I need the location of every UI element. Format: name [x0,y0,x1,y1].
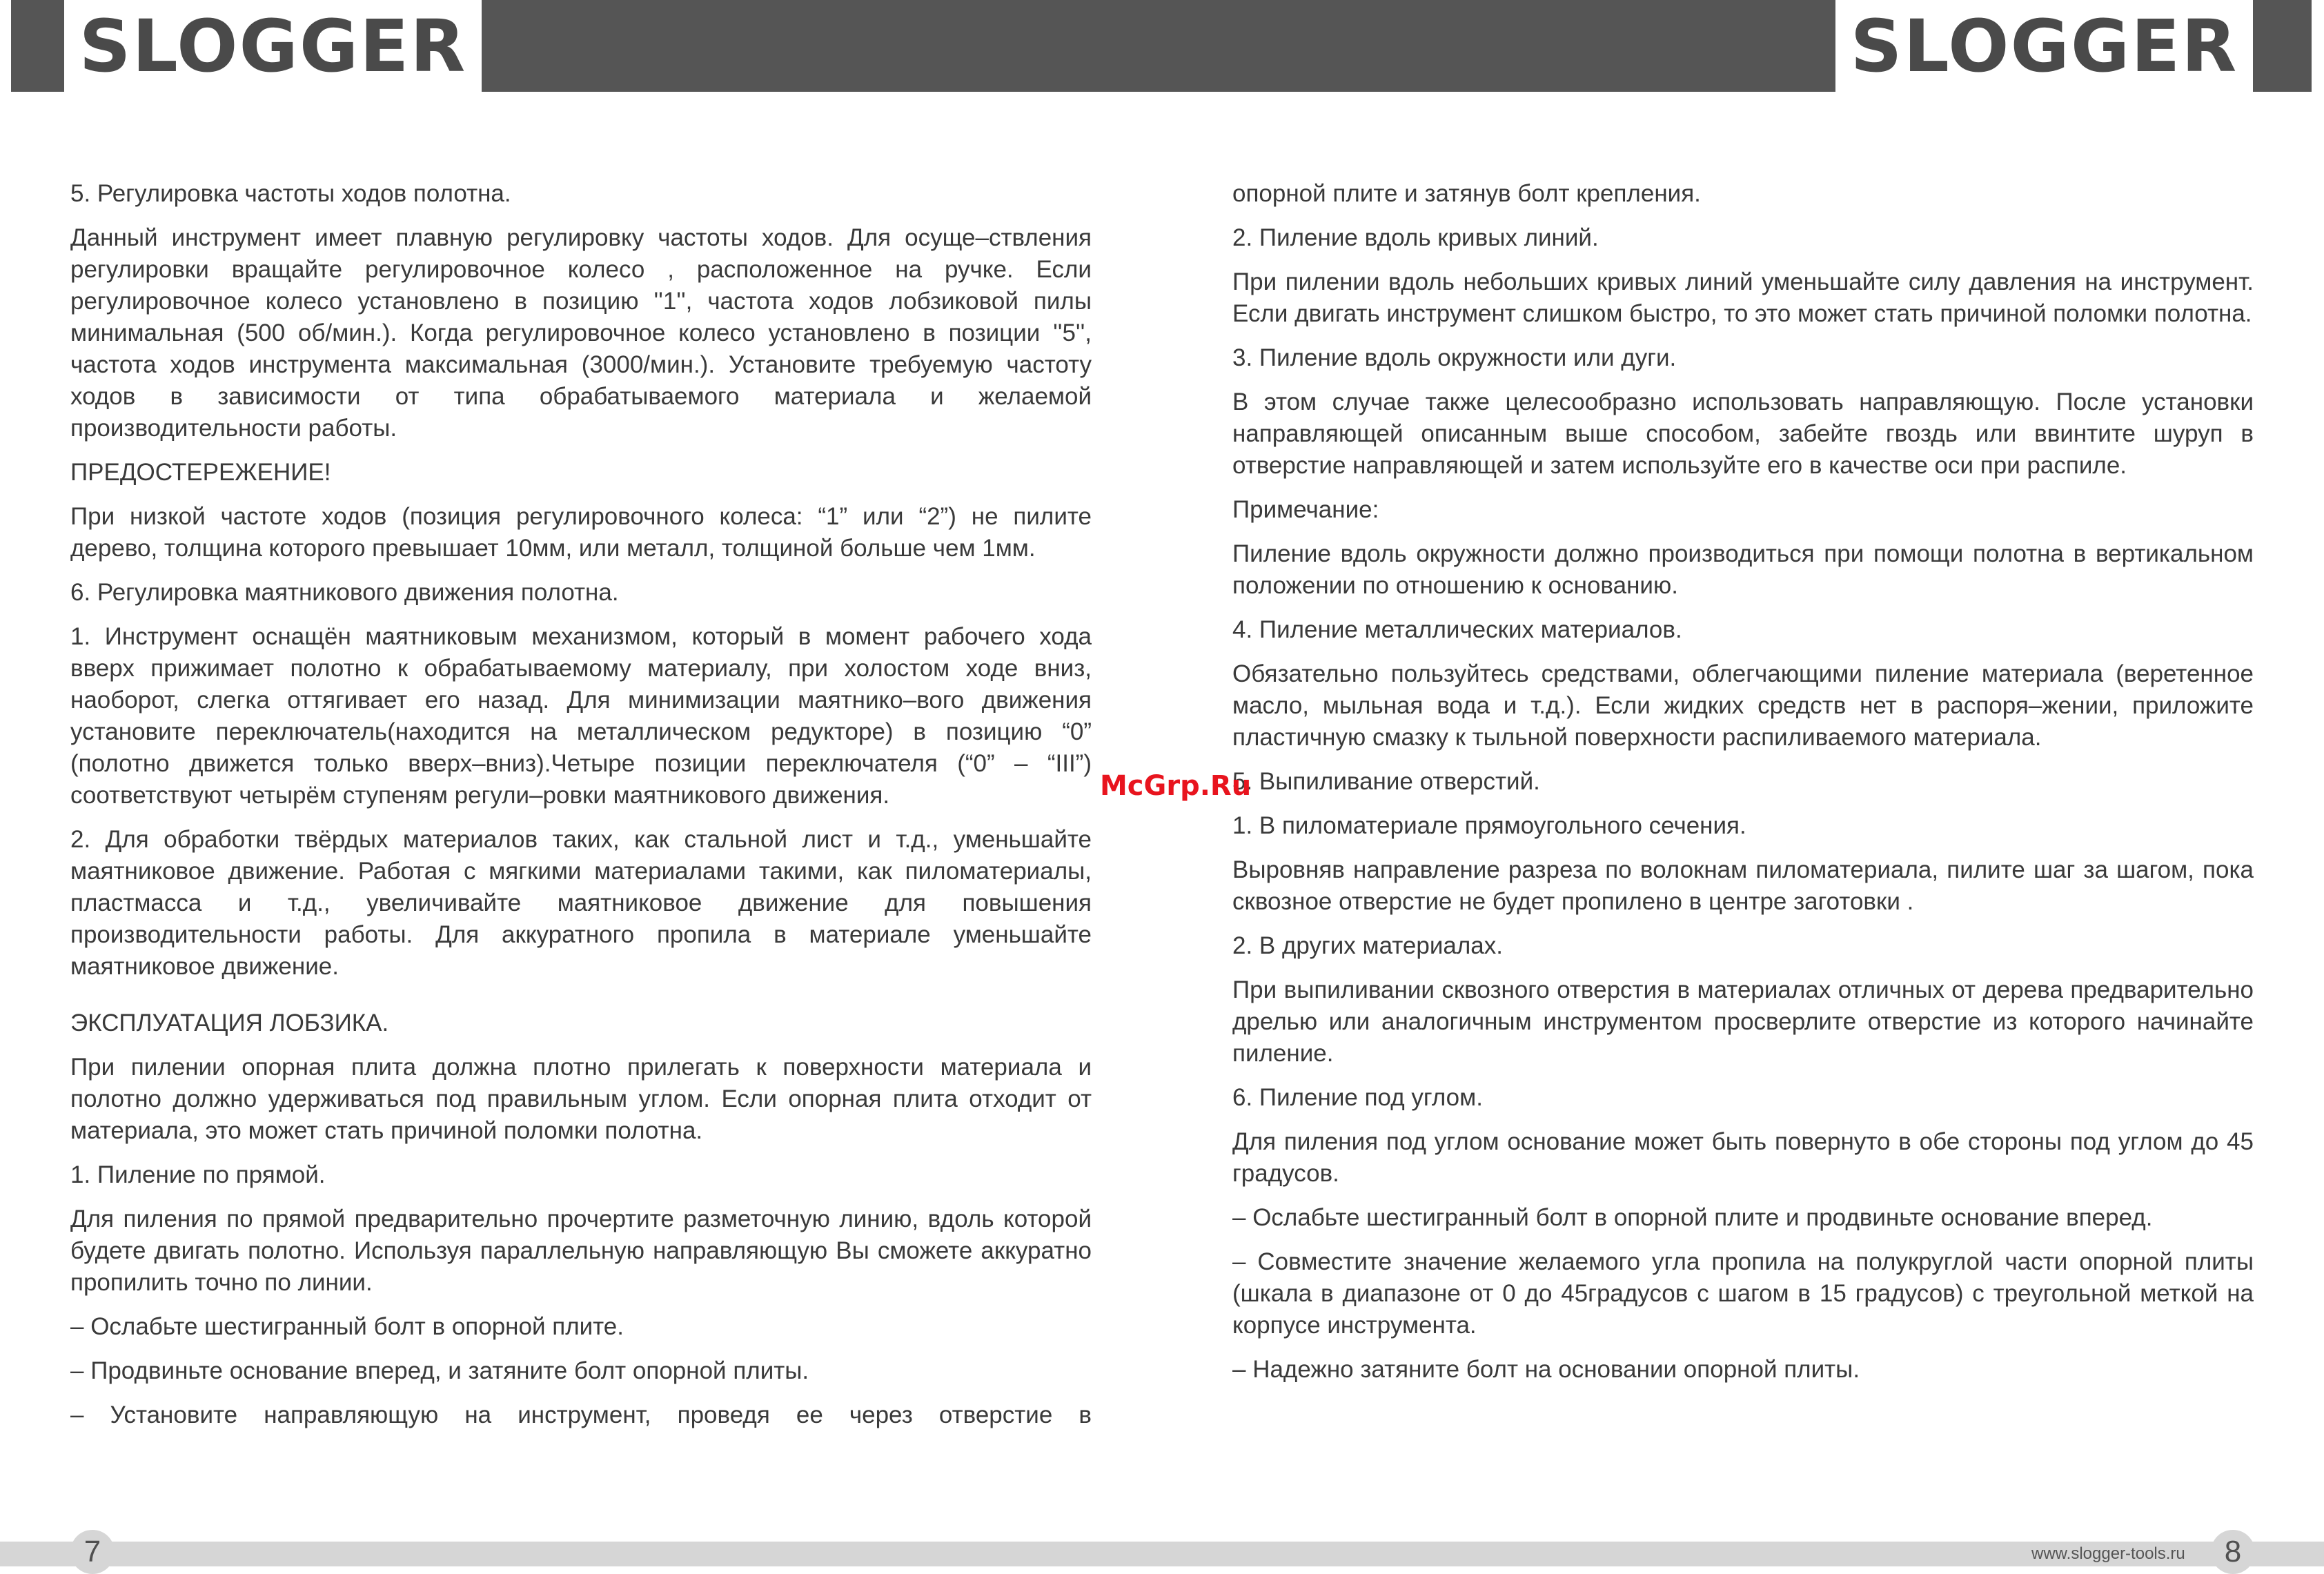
paragraph: Обязательно пользуйтесь средствами, облегчающими пиление материала (веретенное масло, мыльная вода и т.д.). Если жидких средств нет в распоря–жении, приложите пластичную смазку к тыльной поверхности распиливаемого материала. [1232,660,2254,751]
paragraph: Выровняв направление разреза по волокнам пиломатериала, пилите шаг за шагом, пока сквозное отверстие не будет пропилено в центре заготовки . [1232,856,2254,915]
left-column [70,178,1092,1444]
section-heading: 4. Пиление металлических материалов. [1232,616,1682,643]
paragraph: Данный инструмент имеет плавную регулировку частоты ходов. Для осуще–ствления регулировки вращайте регулировочное колесо , расположенное на ручке. Если регулировочное колесо установлено в позицию ''1'', частота ходов лобзиковой пилы минимальная (500 об/мин.). Когда регулировочное колесо установлено в позиции ''5'', частота ходов инструмента максимальная (3000/мин.). Установите требуемую частоту ходов в зависимости от типа обрабатываемого материала и желаемой производительности работы. [70,224,1092,442]
page-number-right: 8 [2211,1530,2255,1574]
list-item: – Установите направляющую на инструмент, проведя ее через отверстие в [70,1401,1092,1428]
section-heading: 6. Пиление под углом. [1232,1084,1483,1111]
paragraph: Для пиления под углом основание может быть повернуто в обе стороны под углом до 45 градусов. [1232,1128,2254,1187]
note-heading: Примечание: [1232,496,1379,523]
right-column [1232,178,2254,1398]
list-item: – Надежно затяните болт на основании опорной плиты. [1232,1356,1860,1383]
list-item: – Ослабьте шестигранный болт в опорной плите и продвиньте основание вперед. [1232,1204,2153,1231]
section-heading: ЭКСПЛУАТАЦИЯ ЛОБЗИКА. [70,1010,389,1036]
paragraph: 1. Инструмент оснащён маятниковым механизмом, который в момент рабочего хода вверх прижимает полотно к обрабатываемому материалу, при холостом ходе вниз, наоборот, слегка оттягивает его назад. Для минимизации маятнико–вого движения установите переключатель(находится на металлическом редукторе) в позицию “0” (полотно движется только вверх–вниз).Четыре позиции переключателя (“0” – “III”) соответствуют четырём ступеням регули–ровки маятникового движения. [70,623,1092,809]
list-item: – Совместите значение желаемого угла пропила на полукруглой части опорной плиты (шкала в диапазоне от 0 до 45градусов с шагом в 15 градусов) с треугольной меткой на корпусе инструмента. [1232,1248,2254,1339]
section-heading: 1. Пиление по прямой. [70,1161,326,1188]
section-heading: 3. Пиление вдоль окружности или дуги. [1232,344,1677,371]
section-heading: 2. Пиление вдоль кривых линий. [1232,224,1599,251]
paragraph: Для пиления по прямой предварительно прочертите разметочную линию, вдоль которой будете двигать полотно. Используя параллельную направляющую Вы сможете аккуратно пропилить точно по линии. [70,1206,1092,1296]
paragraph: опорной плите и затянув болт крепления. [1232,180,1701,207]
section-heading: 5. Выпиливание отверстий. [1232,768,1540,795]
brand-logo-right [1835,0,2253,92]
brand-logo-text: SLOGGER [79,3,467,88]
paragraph: При низкой частоте ходов (позиция регулировочного колеса: “1” или “2”) не пилите дерево, толщина которого превышает 10мм, или металл, толщиной больше чем 1мм. [70,503,1092,562]
warning-heading: ПРЕДОСТЕРЕЖЕНИЕ! [70,459,331,486]
watermark: McGrp.Ru [1100,770,1252,802]
brand-logo-text: SLOGGER [1850,3,2238,88]
website-link[interactable]: www.slogger-tools.ru [2031,1544,2185,1563]
page-number-left: 7 [70,1530,115,1574]
section-heading: 5. Регулировка частоты ходов полотна. [70,180,511,207]
paragraph: В этом случае также целесообразно использовать направляющую. После установки направляющей описанным выше способом, забейте гвоздь или ввинтите шуруп в отверстие направляющей и затем используйте его в качестве оси при распиле. [1232,388,2254,479]
list-item: – Ослабьте шестигранный болт в опорной плите. [70,1313,624,1340]
list-item: – Продвиньте основание вперед, и затяните болт опорной плиты. [70,1357,809,1384]
footer-bar [0,1542,2324,1566]
paragraph: 2. Для обработки твёрдых материалов таких, как стальной лист и т.д., уменьшайте маятниковое движение. Работая с мягкими материалами такими, как пиломатериалы, пластмасса и т.д., увеличивайте маятниковое движение для повышения производительности работы. Для аккуратного пропила в материале уменьшайте маятниковое движение. [70,826,1092,980]
paragraph: Пиление вдоль окружности должно производиться при помощи полотна в вертикальном положении по отношению к основанию. [1232,540,2254,599]
paragraph: При пилении опорная плита должна плотно прилегать к поверхности материала и полотно должно удерживаться под правильным углом. Если опорная плита отходит от материала, это может стать причиной поломки полотна. [70,1054,1092,1144]
header-stripe-left-edge [0,0,11,92]
paragraph: При пилении вдоль небольших кривых линий уменьшайте силу давления на инструмент. Если двигать инструмент слишком быстро, то это может стать причиной поломки полотна. [1232,268,2254,327]
section-heading: 2. В других материалах. [1232,932,1503,959]
header-stripe-right-edge [2312,0,2324,92]
section-heading: 1. В пиломатериале прямоугольного сечения. [1232,812,1746,839]
paragraph: При выпиливании сквозного отверстия в материалах отличных от дерева предварительно дрелью или аналогичным инструментом просверлите отверстие из которого начинайте пиление. [1232,976,2254,1067]
brand-logo-left [64,0,482,92]
section-heading: 6. Регулировка маятникового движения полотна. [70,579,619,606]
